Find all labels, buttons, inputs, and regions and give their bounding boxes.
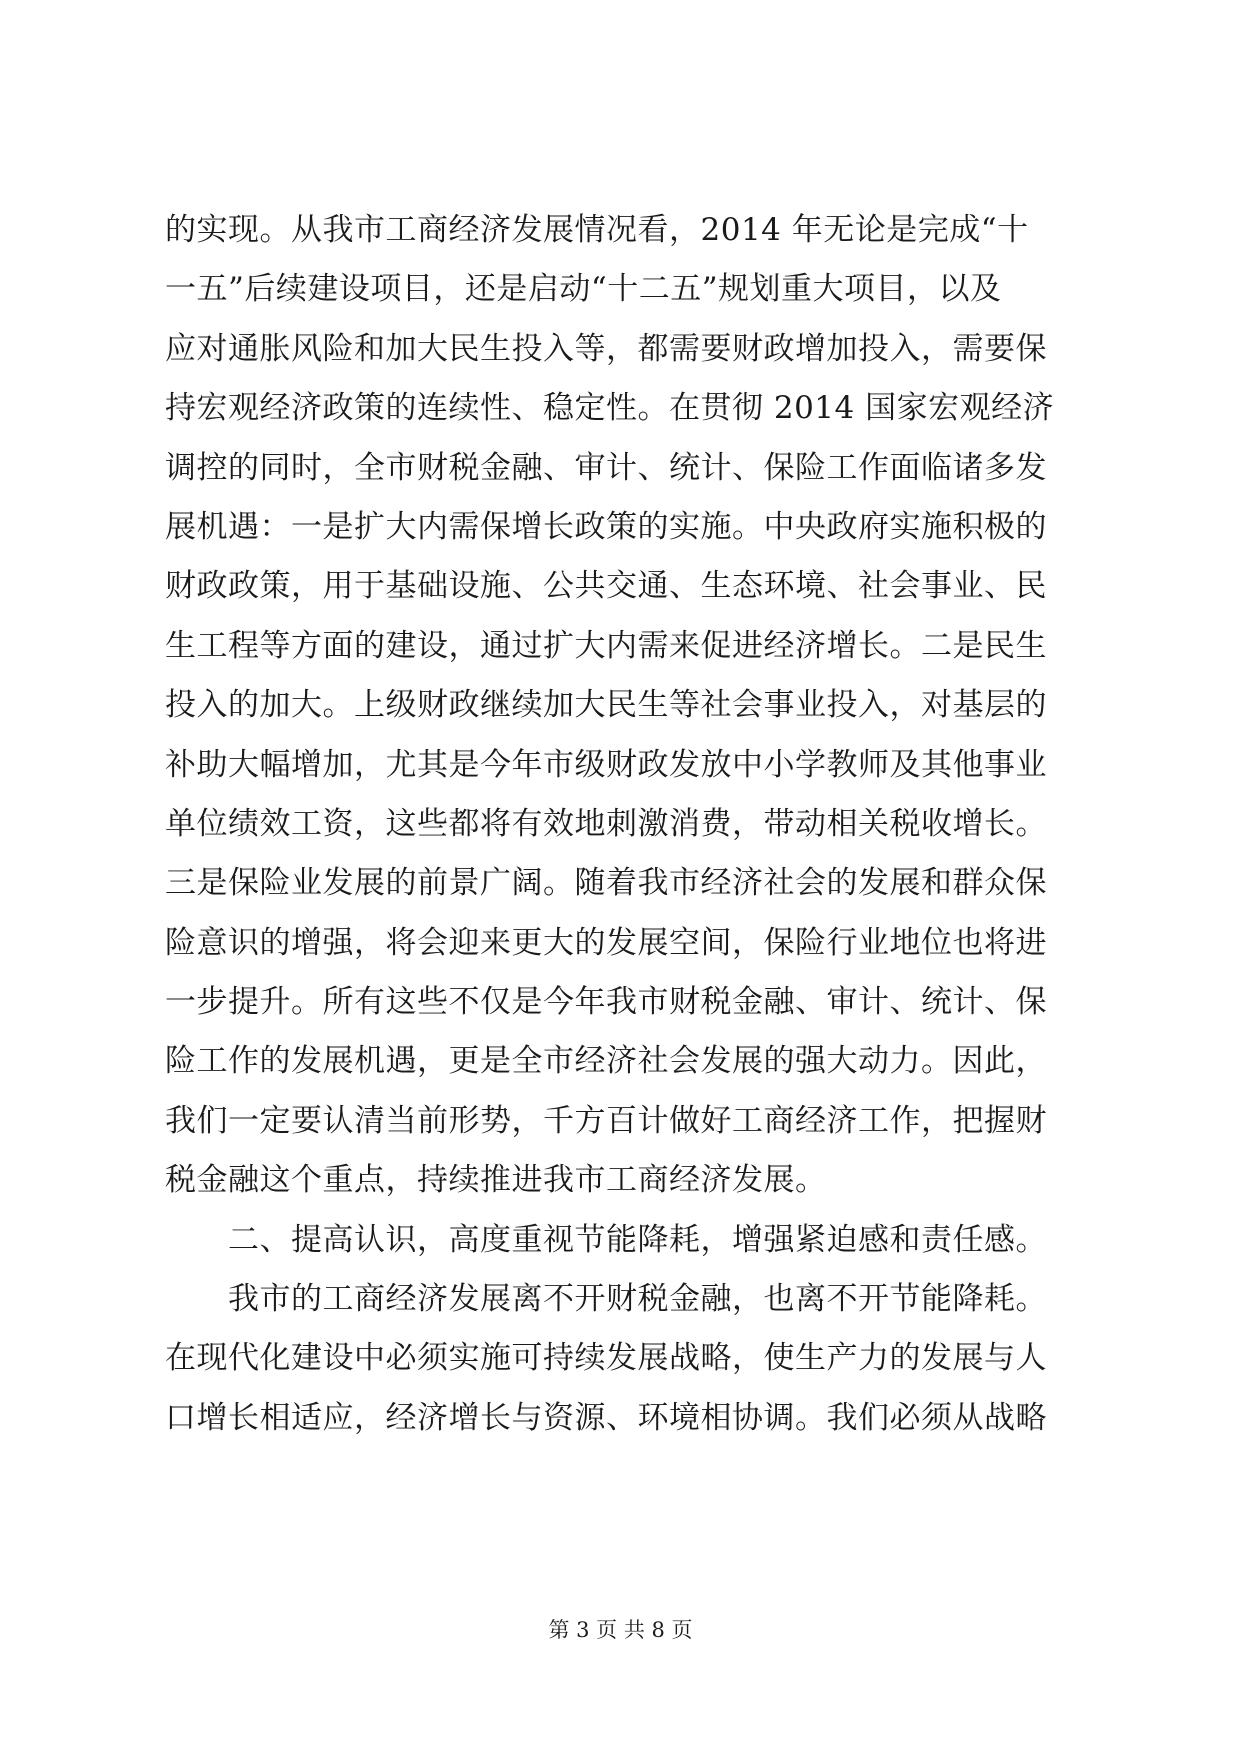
section-heading: 二、提高认识，高度重视节能降耗，增强紧迫感和责任感。	[165, 1221, 1047, 1258]
text-line: 我们一定要认清当前形势，千方百计做好工商经济工作，把握财	[165, 1102, 1047, 1139]
text-line: 应对通胀风险和加大民生投入等，都需要财政增加投入，需要保	[165, 330, 1047, 367]
text-line: 单位绩效工资，这些都将有效地刺激消费，带动相关税收增长。	[165, 805, 1047, 842]
text-line: 补助大幅增加，尤其是今年市级财政发放中小学教师及其他事业	[165, 746, 1047, 783]
text-line: 一五”后续建设项目，还是启动“十二五”规划重大项目，以及	[165, 271, 1002, 308]
text-line: 在现代化建设中必须实施可持续发展战略，使生产力的发展与人	[165, 1340, 1047, 1377]
text-line: 口增长相适应，经济增长与资源、环境相协调。我们必须从战略	[165, 1399, 1047, 1436]
text-line: 我市的工商经济发展离不开财税金融，也离不开节能降耗。	[165, 1281, 1047, 1318]
text-line: 险工作的发展机遇，更是全市经济社会发展的强大动力。因此，	[165, 1043, 1047, 1080]
text-line: 生工程等方面的建设，通过扩大内需来促进经济增长。二是民生	[165, 627, 1047, 664]
text-line: 财政政策，用于基础设施、公共交通、生态环境、社会事业、民	[165, 568, 1047, 605]
text-line: 一步提升。所有这些不仅是今年我市财税金融、审计、统计、保	[165, 984, 1047, 1021]
body-text	[165, 201, 1085, 1448]
text-line: 险意识的增强，将会迎来更大的发展空间，保险行业地位也将进	[165, 924, 1047, 961]
page-number-footer: 第 3 页 共 8 页	[548, 1618, 693, 1642]
text-line: 调控的同时，全市财税金融、审计、统计、保险工作面临诸多发	[165, 449, 1047, 486]
text-line: 税金融这个重点，持续推进我市工商经济发展。	[165, 1162, 827, 1199]
text-line: 三是保险业发展的前景广阔。随着我市经济社会的发展和群众保	[165, 865, 1047, 902]
text-line: 投入的加大。上级财政继续加大民生等社会事业投入，对基层的	[165, 687, 1047, 724]
text-line: 的实现。从我市工商经济发展情况看，2014 年无论是完成“十	[165, 212, 1029, 248]
text-line: 持宏观经济政策的连续性、稳定性。在贯彻 2014 国家宏观经济	[165, 390, 1055, 427]
text-line: 展机遇：一是扩大内需保增长政策的实施。中央政府实施积极的	[165, 508, 1047, 545]
